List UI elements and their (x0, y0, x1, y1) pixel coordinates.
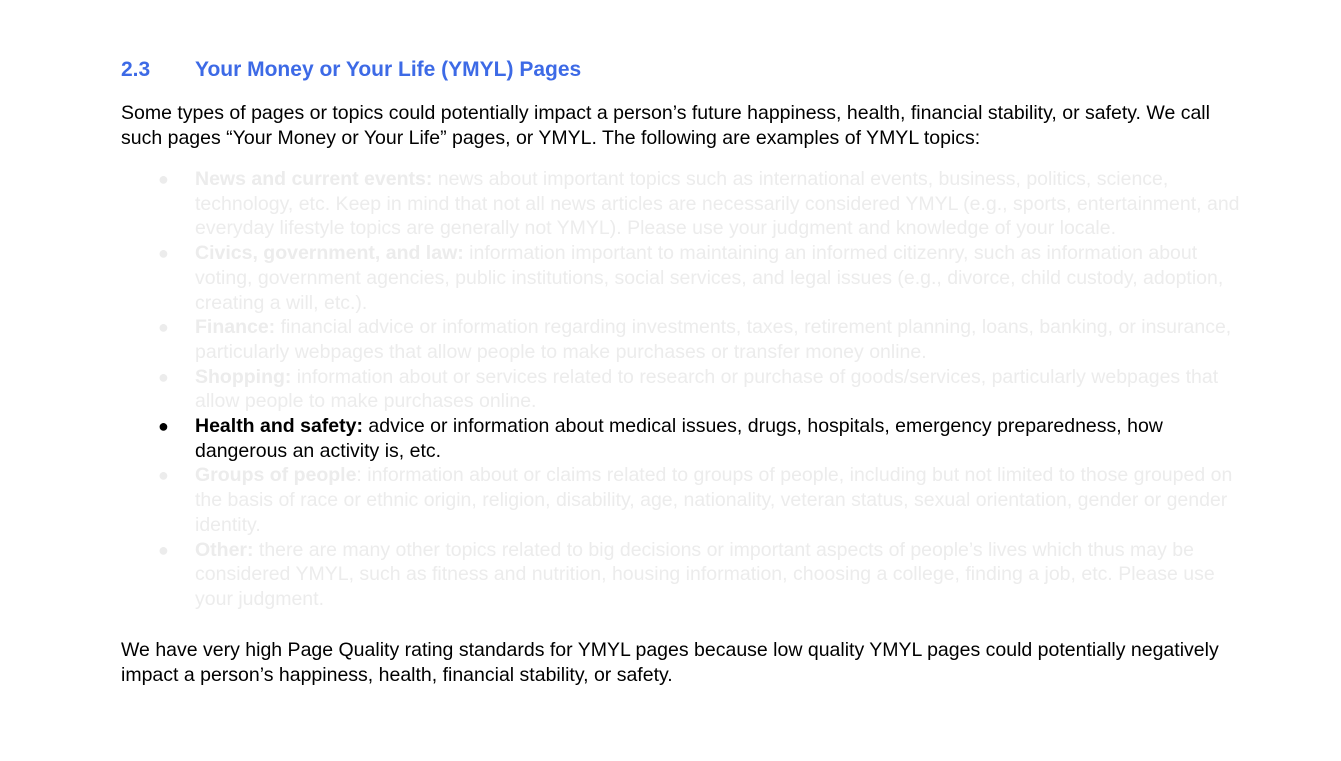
topic-description: information about or services related to research or purchase of goods/services, particularly webpages that allow people to make purchases online. (195, 365, 1219, 413)
topic-description: there are many other topics related to big decisions or important aspects of people’s lives which thus may be considered YMYL, such as fitness and nutrition, housing information, choosing a college, finding a job, etc. Please use your judgment. (195, 538, 1215, 610)
list-item-other (121, 538, 1251, 612)
list-item-groups-of-people (121, 463, 1251, 537)
topic-term: Shopping: (195, 365, 292, 388)
topic-term: Health and safety: (195, 415, 363, 438)
topic-description: news about important topics such as international events, business, politics, science, technology, etc. Keep in mind that not all news articles are necessarily considered YMYL (e.g., sports, entertainment, and everyday lifestyle topics are generally not YMYL). Please use your judgment and knowledge of your locale. (195, 168, 1240, 240)
list-item-shopping (121, 365, 1251, 414)
bullet-icon: ● (158, 416, 169, 437)
bullet-icon: ● (158, 169, 169, 189)
list-item-finance (121, 315, 1251, 364)
section-title: Your Money or Your Life (YMYL) Pages (195, 58, 582, 81)
list-item-civics (121, 241, 1251, 315)
section-number: 2.3 (121, 58, 151, 81)
intro-paragraph: Some types of pages or topics could potentially impact a person’s future happiness, health, financial stability, or safety. We call such pages “Your Money or Your Life” pages, or YMYL. The following are examples of YMYL topics: (121, 102, 1210, 149)
topic-description: information important to maintaining an informed citizenry, such as information about voting, government agencies, public institutions, social services, and legal issues (e.g., divorce, child custody, adoption, creating a will, etc.). (195, 242, 1224, 314)
bullet-icon: ● (158, 539, 169, 560)
list-item-health-and-safety (121, 414, 1251, 463)
bullet-icon: ● (158, 366, 169, 387)
bullet-icon: ● (158, 243, 169, 264)
bullet-icon: ● (158, 465, 169, 486)
bullet-icon: ● (158, 317, 169, 338)
topic-description: financial advice or information regarding investments, taxes, retirement planning, loans, banking, or insurance, particularly webpages that allow people to make purchases or transfer money online. (195, 316, 1232, 363)
document-page (121, 55, 1261, 688)
section-heading (121, 55, 1261, 85)
topic-term: Civics, government, and law: (195, 242, 464, 265)
topic-description: : information about or claims related to groups of people, including but not limited to those grouped on the basis of race or ethnic origin, religion, disability, age, nationality, veteran status, sexual orientation, gender or gender identity. (195, 464, 1233, 536)
list-item-news (121, 167, 1251, 241)
topic-term: Groups of people (195, 464, 357, 487)
closing-paragraph: We have very high Page Quality rating standards for YMYL pages because low quality YMYL pages could potentially negatively impact a person’s happiness, health, financial stability, or safety. (121, 638, 1219, 686)
topic-term: News and current events: (195, 168, 433, 190)
topic-term: Finance: (195, 316, 276, 339)
topic-description: advice or information about medical issues, drugs, hospitals, emergency preparedness, how dangerous an activity is, etc. (195, 415, 1163, 462)
ymyl-topics-list (121, 167, 1251, 612)
topic-term: Other: (195, 538, 254, 561)
